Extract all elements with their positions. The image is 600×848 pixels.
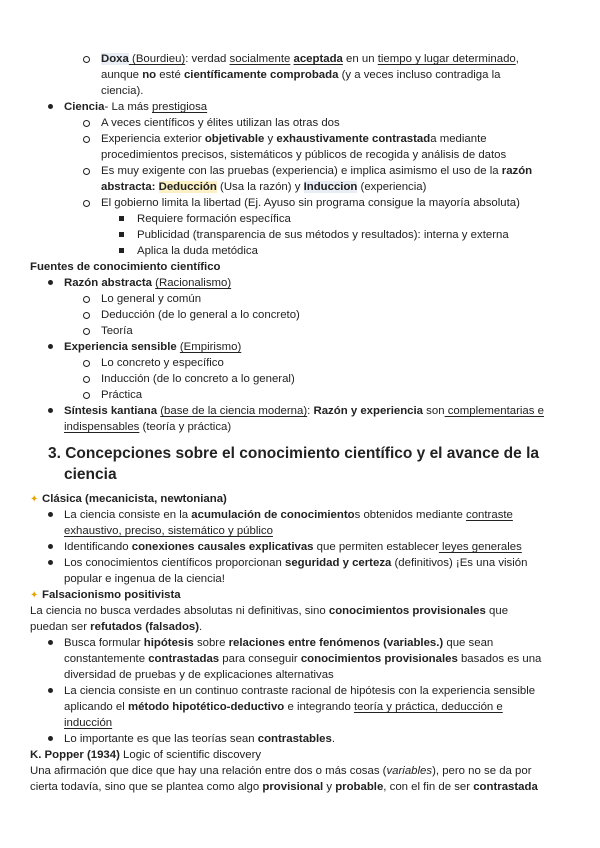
- bourdieu-ref: (Bourdieu): [128, 53, 186, 65]
- list-item: Inducción (de lo concreto a lo general): [101, 373, 295, 385]
- text-bold: provisional: [262, 781, 324, 793]
- text: (teoría y práctica): [139, 421, 232, 433]
- list-item: [64, 339, 241, 355]
- list-item: Teoría: [101, 325, 133, 337]
- text-underlined: leyes generales: [438, 541, 522, 553]
- circle-bullet-icon: [83, 328, 90, 335]
- circle-bullet-icon: [83, 360, 90, 367]
- text-underlined: complementarias e: [444, 405, 544, 417]
- list-item: [64, 507, 513, 523]
- text-bold: refutados (falsados): [90, 621, 200, 633]
- list-item: Práctica: [101, 389, 143, 401]
- text-bold: conocimientos provisionales: [300, 653, 458, 665]
- text: constantemente: [64, 653, 149, 665]
- list-item: [64, 275, 231, 291]
- list-item: La ciencia consiste en un continuo contraste racional de hipótesis con la experiencia sensible: [64, 685, 536, 697]
- list-item: Lo general y común: [101, 293, 202, 305]
- text-bold: contrastables: [257, 733, 332, 745]
- text-bold: contrastadas: [148, 653, 220, 665]
- square-bullet-icon: [119, 248, 124, 253]
- doxa-line-3: ciencia).: [101, 85, 144, 97]
- text: que: [485, 605, 509, 617]
- text: aplicando el: [64, 701, 128, 713]
- text-bold: razón: [501, 165, 533, 177]
- text: esté: [156, 69, 184, 81]
- text: La ciencia consiste en la: [64, 509, 192, 521]
- list-item: Lo concreto y específico: [101, 357, 224, 369]
- list-item: [64, 731, 335, 747]
- list-item: [64, 635, 493, 651]
- text-bold: abstracta:: [101, 181, 159, 193]
- text: : verdad: [185, 53, 230, 65]
- list-item-cont: exhaustivo, preciso, sistemático y público: [64, 525, 273, 537]
- text: .: [331, 733, 336, 745]
- text-underlined: (base de la ciencia moderna): [160, 405, 308, 417]
- text-underlined: (Empirismo): [179, 341, 242, 353]
- list-item-cont: popular e ingenua de la ciencia!: [64, 573, 225, 585]
- paragraph-line: [30, 603, 508, 619]
- circle-bullet-icon: [83, 392, 90, 399]
- text-bold: conexiones causales explicativas: [131, 541, 314, 553]
- text: a mediante: [430, 133, 487, 145]
- section-title: Fuentes de conocimiento científico: [30, 261, 221, 273]
- doxa-line-1: [101, 51, 519, 67]
- bullet-icon: [48, 640, 53, 645]
- star-icon: ✦: [30, 590, 39, 601]
- text: que permiten establecer: [313, 541, 439, 553]
- text: ), pero no se da por: [432, 765, 532, 777]
- list-item: El gobierno limita la libertad (Ej. Ayuso sin programa consigue la mayoría absoluta): [101, 197, 520, 209]
- text-bold: conocimientos provisionales: [328, 605, 486, 617]
- text-bold: Razón abstracta: [64, 277, 152, 289]
- text: La ciencia no busca verdades absolutas ni definitivas, sino: [30, 605, 329, 617]
- text: Los conocimientos científicos proporcionan: [64, 557, 285, 569]
- text: Una afirmación que dice que hay una relación entre dos o más cosas (: [30, 765, 387, 777]
- paragraph-line: [30, 763, 532, 779]
- list-item-cont: [101, 179, 426, 195]
- text-bold: hipótesis: [143, 637, 194, 649]
- text: Es muy exigente con las pruebas (experiencia) e implica asimismo el uso de la: [101, 165, 502, 177]
- bullet-icon: [48, 544, 53, 549]
- bullet-icon: [48, 560, 53, 565]
- text-bold: seguridad y certeza: [284, 557, 392, 569]
- list-item: [64, 555, 527, 571]
- citation-line: [30, 747, 261, 763]
- doxa-term: Doxa: [101, 53, 129, 65]
- text-bold: objetivable: [204, 133, 265, 145]
- induccion-highlight: Induccion: [303, 181, 358, 193]
- deduccion-highlight: Deducción: [158, 181, 217, 193]
- list-item: Aplica la duda metódica: [137, 245, 258, 257]
- list-item: [101, 131, 487, 147]
- text: cierta todavía, sino que se plantea como algo: [30, 781, 263, 793]
- text-bold: no: [142, 69, 157, 81]
- heading-3-cont: ciencia: [64, 466, 117, 483]
- text-bold: Experiencia sensible: [64, 341, 177, 353]
- text: son: [423, 405, 445, 417]
- list-item-cont: [64, 699, 503, 715]
- text: Identificando: [64, 541, 132, 553]
- text-bold: exhaustivamente contrastad: [276, 133, 431, 145]
- text-bold: acumulación de conocimiento: [191, 509, 355, 521]
- ciencia-line: [64, 99, 207, 115]
- text-bold: relaciones entre fenómenos (variables.): [228, 637, 444, 649]
- ciencia-term: Ciencia: [64, 101, 105, 113]
- circle-bullet-icon: [83, 296, 90, 303]
- heading-3: 3. Concepciones sobre el conocimiento científico y el avance de la: [48, 445, 539, 462]
- list-item: Deducción (de lo general a lo concreto): [101, 309, 300, 321]
- circle-bullet-icon: [83, 120, 90, 127]
- text-underlined: indispensables: [64, 421, 140, 433]
- list-item-cont: [64, 651, 541, 667]
- text: aunque: [101, 69, 143, 81]
- circle-bullet-icon: [83, 200, 90, 207]
- text-bold: Razón y experiencia: [313, 405, 424, 417]
- text: sobre: [193, 637, 229, 649]
- square-bullet-icon: [119, 232, 124, 237]
- text: .: [199, 621, 203, 633]
- text-bold: científicamente comprobada: [183, 69, 339, 81]
- list-item: [64, 403, 544, 419]
- text-underlined: socialmente: [229, 53, 291, 65]
- bullet-icon: [48, 408, 53, 413]
- text-underlined: teoría y práctica, deducción e: [353, 701, 503, 713]
- text: Lo importante es que las teorías sean: [64, 733, 258, 745]
- text: en un: [342, 53, 378, 65]
- circle-bullet-icon: [83, 312, 90, 319]
- subsection-title: Falsacionismo positivista: [42, 589, 181, 601]
- text: e integrando: [284, 701, 354, 713]
- text-underlined: (Racionalismo): [155, 277, 232, 289]
- square-bullet-icon: [119, 216, 124, 221]
- circle-bullet-icon: [83, 56, 90, 63]
- bullet-icon: [48, 736, 53, 741]
- bullet-icon: [48, 280, 53, 285]
- text: para conseguir: [219, 653, 301, 665]
- doxa-line-2: [101, 67, 501, 83]
- text: que sean: [443, 637, 494, 649]
- text-italic: variables: [386, 765, 433, 777]
- list-item-cont: [64, 419, 231, 435]
- list-item: [64, 539, 522, 555]
- circle-bullet-icon: [83, 136, 90, 143]
- text: Logic of scientific discovery: [119, 749, 262, 761]
- list-item: Requiere formación específica: [137, 213, 291, 225]
- text: :: [307, 405, 314, 417]
- text: puedan ser: [30, 621, 91, 633]
- list-item-cont: diversidad de pruebas y de explicaciones alternativas: [64, 669, 334, 681]
- list-item: A veces científicos y élites utilizan las otras dos: [101, 117, 340, 129]
- list-item-cont: procedimientos precisos, sistemáticos y públicos de recogida y análisis de datos: [101, 149, 507, 161]
- text: y: [323, 781, 336, 793]
- text-bold: método hipotético-deductivo: [127, 701, 285, 713]
- text-underlined: prestigiosa: [152, 101, 208, 113]
- bullet-icon: [48, 688, 53, 693]
- text-underlined: tiempo y lugar determinado: [377, 53, 516, 65]
- bullet-icon: [48, 104, 53, 109]
- text-bold-underlined: aceptada: [293, 53, 343, 65]
- circle-bullet-icon: [83, 376, 90, 383]
- paragraph-line: [30, 779, 538, 795]
- text-bold: probable: [335, 781, 384, 793]
- text: (definitivos) ¡Es una visión: [391, 557, 528, 569]
- text-bold: K. Popper (1934): [30, 749, 120, 761]
- bullet-icon: [48, 512, 53, 517]
- paragraph-line: [30, 619, 202, 635]
- star-icon: ✦: [30, 494, 39, 505]
- list-item: Publicidad (transparencia de sus métodos y resultados): interna y externa: [137, 229, 509, 241]
- list-item: [101, 163, 532, 179]
- text: Busca formular: [64, 637, 144, 649]
- text: Experiencia exterior: [101, 133, 205, 145]
- text: s obtenidos mediante: [354, 509, 467, 521]
- text: ,: [515, 53, 519, 65]
- text-bold: contrastada: [473, 781, 538, 793]
- text: , con el fin de ser: [383, 781, 474, 793]
- circle-bullet-icon: [83, 168, 90, 175]
- text: - La más: [104, 101, 153, 113]
- subsection-title: Clásica (mecanicista, newtoniana): [42, 493, 227, 505]
- text: (experiencia): [357, 181, 427, 193]
- text: y: [264, 133, 277, 145]
- list-item-cont: inducción: [64, 717, 113, 729]
- text: (y a veces incluso contradiga la: [338, 69, 501, 81]
- text-underlined: contraste: [466, 509, 513, 521]
- text: (Usa la razón) y: [216, 181, 304, 193]
- text: basados es una: [457, 653, 542, 665]
- bullet-icon: [48, 344, 53, 349]
- text-bold: Síntesis kantiana: [64, 405, 158, 417]
